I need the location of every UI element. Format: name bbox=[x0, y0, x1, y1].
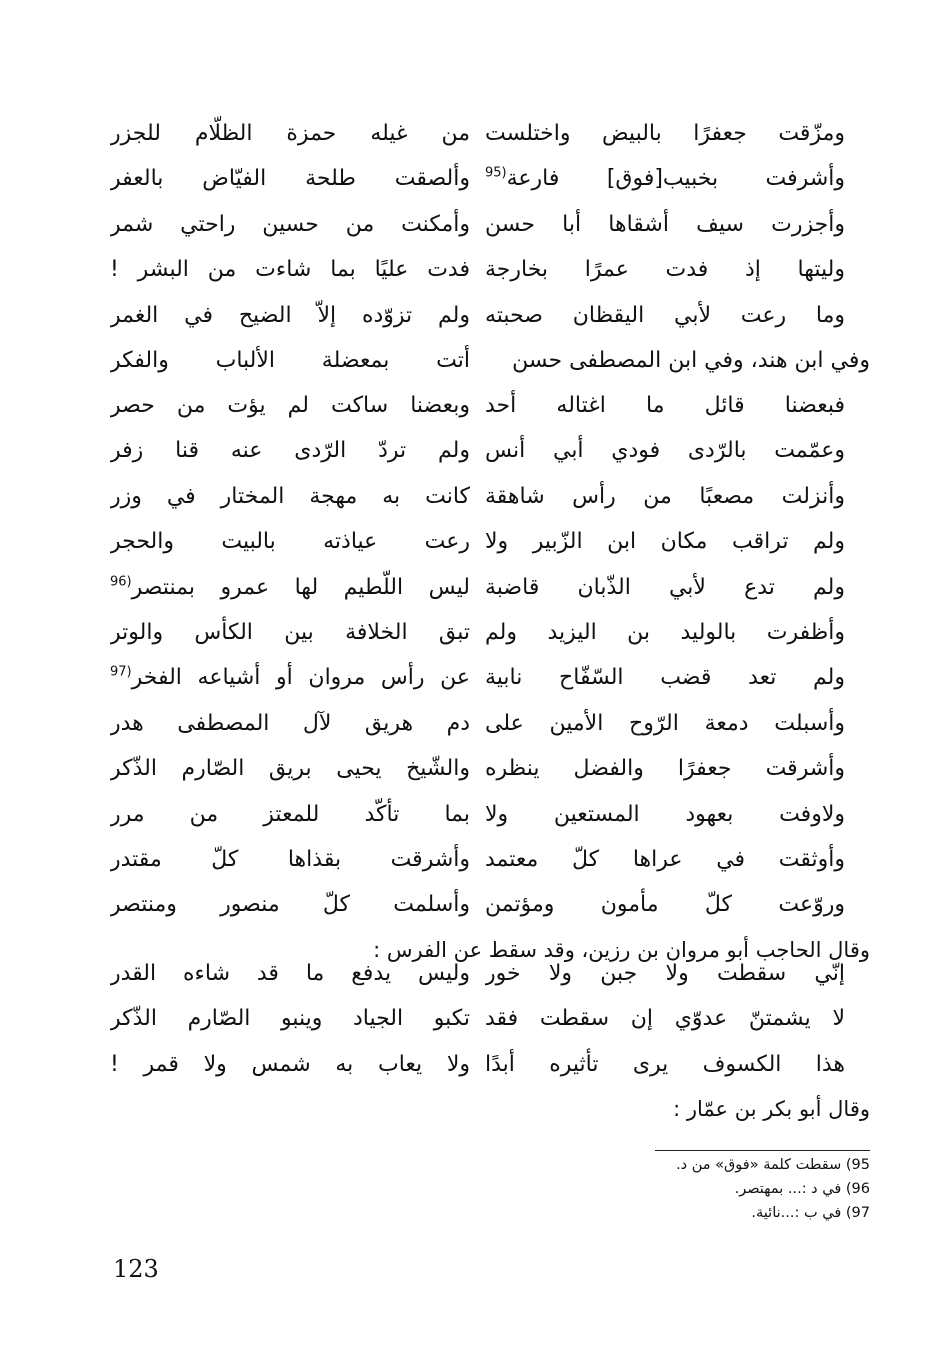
verse-row bbox=[70, 293, 870, 338]
hemistich-right: وعمّمت بالرّدى فودي أبي أنس bbox=[485, 438, 845, 464]
hemistich-left: أتت بمعضلة الألباب والفكر bbox=[110, 347, 470, 373]
hemistich-right: وأسبلت دمعة الرّوح الأمين على bbox=[485, 710, 845, 736]
hemistich-left bbox=[110, 565, 470, 610]
poem-block-1 bbox=[70, 111, 870, 383]
hemistich-text: ليس اللّطيم لها عمرو بمنتصر bbox=[131, 574, 470, 600]
prose-line: وفي ابن هند، وفي ابن المصطفى حسن bbox=[512, 347, 870, 373]
footnote-marker: (95 bbox=[485, 166, 507, 182]
footnote: 97) في ب :...نائية. bbox=[751, 1205, 870, 1221]
verse-row bbox=[70, 383, 870, 428]
verse-row bbox=[70, 951, 870, 996]
hemistich-right: وروّعت كلّ مأمون ومؤتمن bbox=[485, 892, 845, 918]
footnote: 96) في د :... بمهتصر. bbox=[734, 1181, 870, 1197]
prose-line: وقال الحاجب أبو مروان بن رزين، وقد سقط عن الفرس : bbox=[373, 937, 870, 962]
page-number: 123 bbox=[113, 1255, 159, 1283]
hemistich-right bbox=[485, 156, 845, 201]
hemistich-left: وألصقت طلحة الفيّاض بالعفر bbox=[110, 166, 470, 192]
prose-line: وقال أبو بكر بن عمّار : bbox=[673, 1097, 870, 1122]
hemistich-right: إنّي سقطت ولا جبن ولا خور bbox=[485, 961, 845, 986]
hemistich-left bbox=[110, 655, 470, 700]
hemistich-right: وأوثقت في عراها كلّ معتمد bbox=[485, 846, 845, 872]
hemistich-right: وليتها إذ فدت عمرًا بخارجة bbox=[485, 257, 845, 283]
hemistich-left: وأمكنت من حسين راحتي شمر bbox=[110, 211, 470, 237]
verse-row bbox=[70, 882, 870, 927]
hemistich-left: وأسلمت كلّ منصور ومنتصر bbox=[110, 892, 470, 918]
hemistich-right: ولم تراقب مكان ابن الزّبير ولا bbox=[485, 529, 845, 555]
hemistich-left: وبعضنا ساكت لم يؤت من حصر bbox=[110, 393, 470, 418]
hemistich-left: وليس يدفع ما قد شاءه القدر bbox=[110, 961, 470, 986]
footnote-marker: (97 bbox=[110, 665, 132, 681]
verse-row bbox=[70, 247, 870, 292]
footnote-marker: (96 bbox=[110, 574, 132, 590]
verse-row bbox=[70, 156, 870, 201]
poem-block-3 bbox=[70, 951, 870, 1133]
hemistich-left: ولا يعاب به شمس ولا قمر ! bbox=[110, 1051, 470, 1077]
hemistich-right: هذا الكسوف يرى تأثيره أبدًا bbox=[485, 1051, 845, 1077]
verse-row bbox=[70, 565, 870, 610]
hemistich-left: بما تأكّد للمعتز من مرر bbox=[110, 801, 470, 827]
verse-row bbox=[70, 701, 870, 746]
hemistich-text: وأشرفت بخبيب[فوق] فارعة bbox=[506, 166, 845, 192]
hemistich-right: ولم تدع لأبي الذّبان قاضبة bbox=[485, 574, 845, 600]
poem-block-2 bbox=[70, 383, 870, 973]
hemistich-right: وأجزرت سيف أشقاها أبا حسن bbox=[485, 211, 845, 237]
verse-row bbox=[70, 792, 870, 837]
hemistich-left: ولم تردّ الرّدى عنه قنا زفر bbox=[110, 438, 470, 464]
verse-row bbox=[70, 428, 870, 473]
verse-row bbox=[70, 111, 870, 156]
hemistich-right: وما رعت لأبي اليقظان صحبته bbox=[485, 302, 845, 328]
footnote-divider bbox=[655, 1150, 870, 1151]
hemistich-left: والشّيخ يحيى بريق الصّارم الذّكر bbox=[110, 756, 470, 782]
verse-row bbox=[70, 655, 870, 700]
hemistich-right: وأشرقت جعفرًا والفضل ينظره bbox=[485, 756, 845, 782]
hemistich-right: لا يشمتنّ عدوّي إن سقطت فقد bbox=[485, 1006, 845, 1032]
hemistich-left: كانت به مهجة المختار في وزر bbox=[110, 483, 470, 509]
hemistich-right: ومزّقت جعفرًا بالبيض واختلست bbox=[485, 121, 845, 146]
hemistich-right: ولم تعد قضب السّفّاح نابية bbox=[485, 665, 845, 691]
hemistich-left: تبق الخلافة بين الكأس والوتر bbox=[110, 619, 470, 645]
hemistich-right: وأنزلت مصعبًا من رأس شاهقة bbox=[485, 483, 845, 509]
hemistich-right: فبعضنا قائل ما اغتاله أحد bbox=[485, 393, 845, 418]
verse-row bbox=[70, 202, 870, 247]
hemistich-left: دم هريق لآل المصطفى هدر bbox=[110, 710, 470, 736]
hemistich-left: فدت عليًا بما شاءت من البشر ! bbox=[110, 257, 470, 283]
verse-row bbox=[70, 1042, 870, 1087]
hemistich-right: وأظفرت بالوليد بن اليزيد ولم bbox=[485, 619, 845, 645]
verse-row bbox=[70, 519, 870, 564]
verse-row bbox=[70, 746, 870, 791]
verse-row bbox=[70, 610, 870, 655]
hemistich-left: وأشرقت بقذاها كلّ مقتدر bbox=[110, 846, 470, 872]
footnotes bbox=[450, 1153, 870, 1225]
verse-row bbox=[70, 996, 870, 1041]
hemistich-text: عن رأس مروان أو أشياعه الفخر bbox=[131, 665, 470, 691]
hemistich-left: من غيله حمزة الظلّام للجزر bbox=[110, 121, 470, 146]
hemistich-right: ولاوفت بعهود المستعين ولا bbox=[485, 801, 845, 827]
verse-row bbox=[70, 474, 870, 519]
footnote: 95) سقطت كلمة «فوق» من د. bbox=[676, 1157, 870, 1173]
hemistich-left: ولم تزوّده إلاّ الضيح في الغمر bbox=[110, 302, 470, 328]
verse-row bbox=[70, 338, 870, 383]
hemistich-left: تكبو الجياد وينبو الصّارم الذّكر bbox=[110, 1006, 470, 1032]
hemistich-left: رعت عياذته بالبيت والحجر bbox=[110, 529, 470, 555]
verse-row bbox=[70, 837, 870, 882]
